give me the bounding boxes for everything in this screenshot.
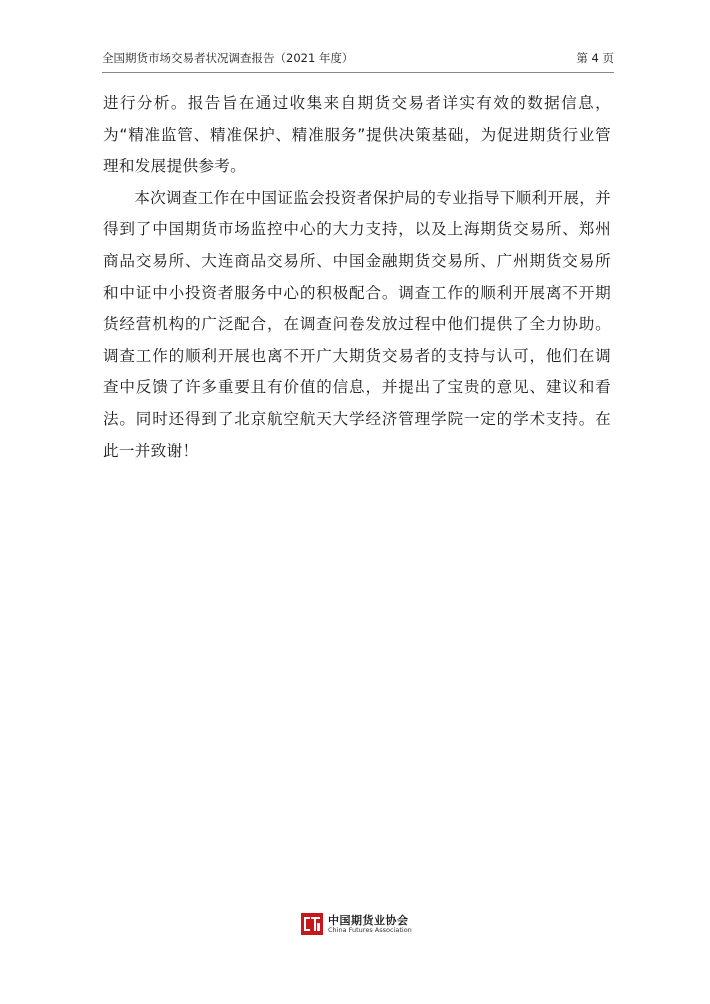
page-number: 第 4 页 xyxy=(576,51,614,65)
org-name-en: China Futures Association xyxy=(328,926,412,934)
report-title: 全国期货市场交易者状况调查报告（2021 年度） xyxy=(102,51,354,65)
paragraph-acknowledgement: 本次调查工作在中国证监会投资者保护局的专业指导下顺利开展，并得到了中国期货市场监控中心的大力支持，以及上海期货交易所、郑州商品交易所、大连商品交易所、中国金融期货交易所、广州期货交易所和中证中小投资者服务中心的积极配合。调查工作的顺利开展离不开期货经营机构的广泛配合，在调查问卷发放过程中他们提供了全力协助。调查工作的顺利开展也离不开广大期货交易者的支持与认可，他们在调查中反馈了许多重要且有价值的信息，并提出了宝贵的意见、建议和看法。同时还得到了北京航空航天大学经济管理学院一定的学术支持。在此一并致谢！ xyxy=(103,188,612,460)
cfa-logo-icon xyxy=(301,913,323,935)
page-header xyxy=(102,50,614,70)
header-divider xyxy=(102,72,614,73)
paragraph-continuation: 进行分析。报告旨在通过收集来自期货交易者详实有效的数据信息，为“精准监管、精准保护、精准服务”提供决策基础，为促进期货行业管理和发展提供参考。 xyxy=(103,94,611,176)
org-name-cn: 中国期货业协会 xyxy=(328,914,409,927)
footer-logo xyxy=(301,909,421,939)
body-content xyxy=(103,88,611,467)
